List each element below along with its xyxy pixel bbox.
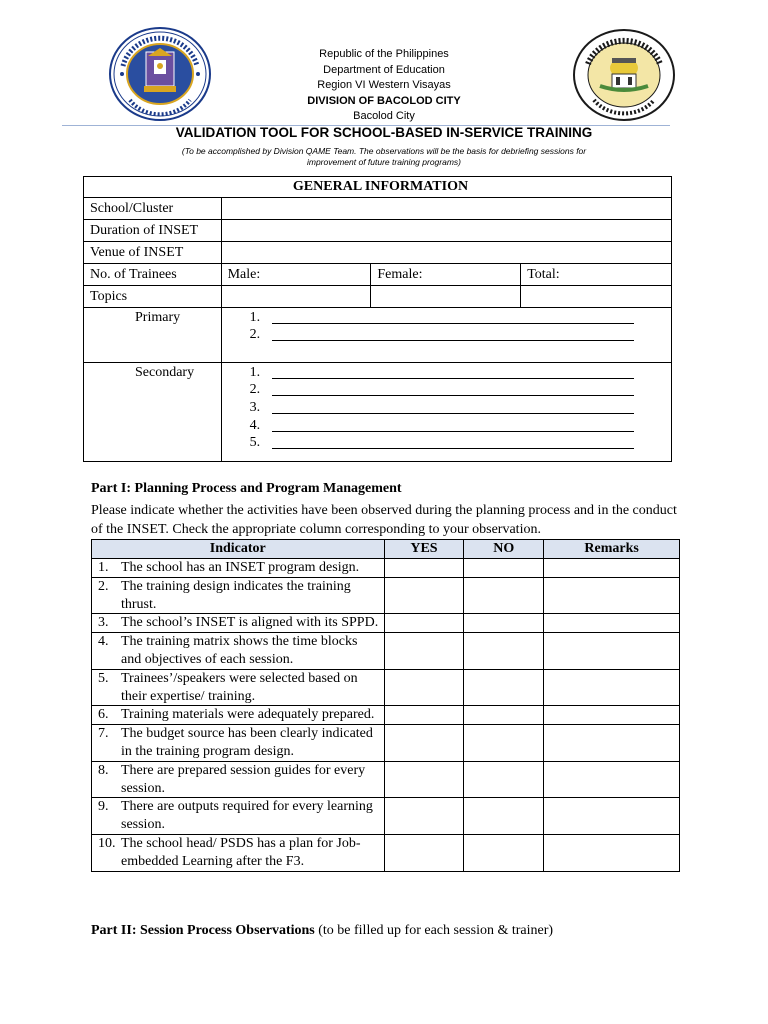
table-row bbox=[92, 577, 680, 614]
indicator-cell bbox=[92, 633, 385, 670]
no-cell[interactable] bbox=[464, 669, 544, 706]
indicator-text: The school has an INSET program design. bbox=[121, 560, 360, 575]
table-row bbox=[92, 614, 680, 633]
trainees-label: No. of Trainees bbox=[84, 264, 222, 286]
indicator-cell bbox=[92, 798, 385, 835]
indicator-cell bbox=[92, 725, 385, 762]
yes-cell[interactable] bbox=[384, 559, 464, 578]
table-row bbox=[92, 669, 680, 706]
secondary-topic-number: 3. bbox=[249, 400, 261, 416]
blank-line[interactable] bbox=[272, 327, 634, 341]
indicator-text: Training materials were adequately prepared. bbox=[121, 707, 375, 723]
secondary-label: Secondary bbox=[84, 363, 222, 462]
total-label: Total: bbox=[527, 267, 560, 282]
female-field[interactable] bbox=[371, 264, 521, 286]
part2-heading: Part II: Session Process Observations bbox=[91, 923, 315, 938]
secondary-topic-line[interactable] bbox=[250, 434, 671, 452]
primary-topic-line[interactable] bbox=[250, 308, 671, 326]
indicator-number: 5. bbox=[98, 670, 109, 686]
part1-instructions: Please indicate whether the activities have been observed during the planning process and in the conduct of the INSET. Check the appropriate column corresponding to your observation. bbox=[91, 503, 677, 537]
no-column-header: NO bbox=[464, 540, 544, 559]
remarks-cell[interactable] bbox=[544, 614, 680, 633]
topics-field-1[interactable] bbox=[221, 286, 371, 308]
indicator-cell bbox=[92, 706, 385, 725]
indicator-cell bbox=[92, 761, 385, 798]
male-label: Male: bbox=[227, 267, 261, 282]
yes-cell[interactable] bbox=[384, 614, 464, 633]
part2-line bbox=[91, 923, 553, 939]
remarks-cell[interactable] bbox=[544, 669, 680, 706]
blank-line[interactable] bbox=[272, 400, 634, 414]
letterhead-republic: Republic of the Philippines bbox=[319, 48, 449, 60]
subtitle-line-2: improvement of future training programs) bbox=[306, 157, 461, 167]
indicator-table bbox=[91, 539, 680, 872]
indicator-text: The school’s INSET is aligned with its SPPD. bbox=[121, 615, 379, 631]
remarks-column-header: Remarks bbox=[544, 540, 680, 559]
indicator-cell bbox=[92, 559, 385, 578]
remarks-cell[interactable] bbox=[544, 706, 680, 725]
remarks-cell[interactable] bbox=[544, 761, 680, 798]
duration-label: Duration of INSET bbox=[84, 220, 222, 242]
blank-line[interactable] bbox=[272, 365, 634, 379]
subtitle-line-1: (To be accomplished by Division QAME Team. The observations will be the basis for debriefing sessions for bbox=[181, 146, 587, 156]
indicator-cell bbox=[92, 834, 385, 871]
secondary-topic-number: 2. bbox=[249, 382, 261, 398]
part2-note: (to be filled up for each session & trainer) bbox=[318, 923, 554, 938]
secondary-topic-number: 1. bbox=[249, 364, 261, 380]
division-seal-logo bbox=[572, 28, 676, 122]
no-cell[interactable] bbox=[464, 614, 544, 633]
yes-cell[interactable] bbox=[384, 577, 464, 614]
venue-label: Venue of INSET bbox=[84, 242, 222, 264]
table-row bbox=[92, 834, 680, 871]
indicator-number: 3. bbox=[98, 615, 109, 631]
topics-label: Topics bbox=[84, 286, 222, 308]
secondary-topic-line[interactable] bbox=[250, 398, 671, 416]
venue-field[interactable] bbox=[221, 242, 671, 264]
blank-line[interactable] bbox=[272, 435, 634, 449]
no-cell[interactable] bbox=[464, 559, 544, 578]
no-cell[interactable] bbox=[464, 725, 544, 762]
indicator-number: 9. bbox=[98, 799, 109, 815]
indicator-cell bbox=[92, 669, 385, 706]
topics-field-3[interactable] bbox=[521, 286, 672, 308]
indicator-text: Trainees’/speakers were selected based on their expertise/ training. bbox=[121, 670, 358, 704]
topics-field-2[interactable] bbox=[371, 286, 521, 308]
document-title: VALIDATION TOOL FOR SCHOOL-BASED IN-SERVICE TRAINING bbox=[175, 125, 593, 140]
remarks-cell[interactable] bbox=[544, 725, 680, 762]
secondary-topic-number: 5. bbox=[249, 435, 261, 451]
female-label: Female: bbox=[377, 267, 423, 282]
yes-cell[interactable] bbox=[384, 725, 464, 762]
table-row bbox=[92, 706, 680, 725]
indicator-text: There are prepared session guides for every session. bbox=[121, 762, 366, 796]
primary-topic-number: 2. bbox=[249, 327, 261, 343]
yes-cell[interactable] bbox=[384, 834, 464, 871]
indicator-text: The budget source has been clearly indicated in the training program design. bbox=[121, 726, 373, 759]
no-cell[interactable] bbox=[464, 633, 544, 670]
indicator-number: 6. bbox=[98, 707, 109, 723]
indicator-text: The training design indicates the training thrust. bbox=[121, 578, 351, 612]
blank-line[interactable] bbox=[272, 418, 634, 432]
letterhead-department: Department of Education bbox=[323, 63, 445, 76]
no-cell[interactable] bbox=[464, 761, 544, 798]
primary-topics bbox=[221, 308, 671, 363]
school-cluster-label: School/Cluster bbox=[84, 198, 222, 220]
indicator-number: 7. bbox=[98, 726, 109, 742]
secondary-topic-number: 4. bbox=[249, 417, 261, 433]
yes-cell[interactable] bbox=[384, 761, 464, 798]
letterhead-city: Bacolod City bbox=[353, 110, 415, 122]
indicator-column-header: Indicator bbox=[92, 540, 385, 559]
indicator-text: The school head/ PSDS has a plan for Job-embedded Learning after the F3. bbox=[121, 835, 361, 869]
indicator-number: 2. bbox=[98, 578, 109, 594]
remarks-cell[interactable] bbox=[544, 834, 680, 871]
indicator-cell bbox=[92, 614, 385, 633]
yes-cell[interactable] bbox=[384, 669, 464, 706]
indicator-text: The training matrix shows the time blocks and objectives of each session. bbox=[121, 634, 358, 667]
remarks-cell[interactable] bbox=[544, 577, 680, 614]
total-field[interactable] bbox=[521, 264, 672, 286]
table-row bbox=[92, 761, 680, 798]
secondary-topic-line[interactable] bbox=[250, 363, 671, 381]
primary-topic-line[interactable] bbox=[250, 326, 671, 344]
secondary-topic-line[interactable] bbox=[250, 381, 671, 399]
primary-topic-number: 1. bbox=[249, 309, 261, 325]
indicator-cell bbox=[92, 577, 385, 614]
table-row bbox=[92, 633, 680, 670]
blank-line[interactable] bbox=[272, 382, 634, 396]
indicator-number: 4. bbox=[98, 634, 109, 650]
yes-cell[interactable] bbox=[384, 798, 464, 835]
letterhead-division: DIVISION OF BACOLOD CITY bbox=[307, 94, 461, 107]
remarks-cell[interactable] bbox=[544, 559, 680, 578]
table-row bbox=[92, 725, 680, 762]
no-cell[interactable] bbox=[464, 798, 544, 835]
part1-heading: Part I: Planning Process and Program Management bbox=[91, 481, 402, 496]
indicator-number: 1. bbox=[98, 560, 109, 575]
letterhead-region: Region VI Western Visayas bbox=[317, 79, 451, 91]
document-subtitle bbox=[0, 146, 768, 168]
indicator-number: 10. bbox=[98, 835, 116, 851]
remarks-cell[interactable] bbox=[544, 633, 680, 670]
yes-column-header: YES bbox=[384, 540, 464, 559]
table-row bbox=[92, 798, 680, 835]
table-row bbox=[92, 559, 680, 578]
remarks-cell[interactable] bbox=[544, 798, 680, 835]
yes-cell[interactable] bbox=[384, 633, 464, 670]
indicator-number: 8. bbox=[98, 762, 109, 778]
secondary-topics bbox=[221, 363, 671, 462]
yes-cell[interactable] bbox=[384, 706, 464, 725]
indicator-text: There are outputs required for every learning session. bbox=[121, 799, 373, 833]
male-field[interactable] bbox=[221, 264, 371, 286]
no-cell[interactable] bbox=[464, 577, 544, 614]
secondary-topic-line[interactable] bbox=[250, 416, 671, 434]
no-cell[interactable] bbox=[464, 834, 544, 871]
general-information-table bbox=[83, 176, 672, 462]
primary-label: Primary bbox=[84, 308, 222, 363]
general-information-heading: GENERAL INFORMATION bbox=[84, 177, 672, 198]
no-cell[interactable] bbox=[464, 706, 544, 725]
blank-line[interactable] bbox=[272, 310, 634, 324]
school-cluster-field[interactable] bbox=[221, 198, 671, 220]
duration-field[interactable] bbox=[221, 220, 671, 242]
